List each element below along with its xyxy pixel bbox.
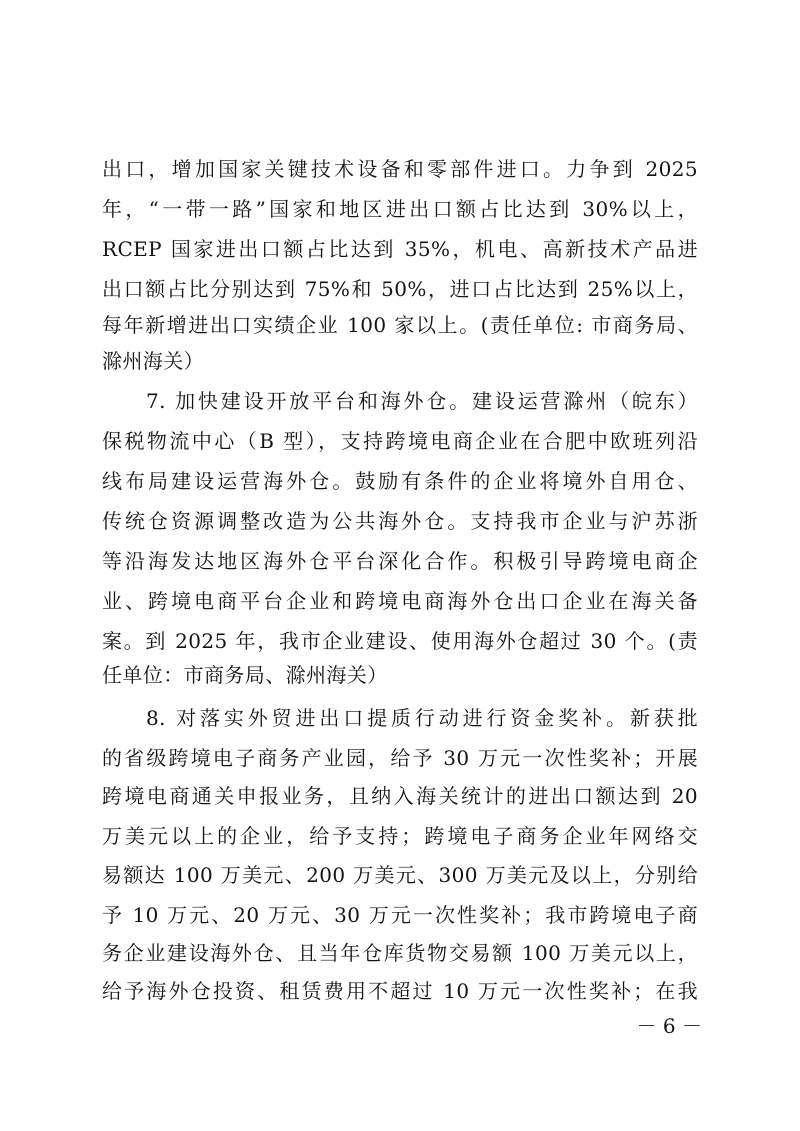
text-line: 出口，增加国家关键技术设备和零部件进口。力争到 2025 xyxy=(102,157,698,181)
text-line: 予 10 万元、20 万元、30 万元一次性奖补；我市跨境电子商 xyxy=(102,903,698,927)
text-line: 每年新增进出口实绩企业 100 家以上。(责任单位: 市商务局、 xyxy=(102,313,698,337)
section-heading-line: 8. 对落实外贸进出口提质行动进行资金奖补。新获批 xyxy=(146,706,698,730)
text-line: 滁州海关） xyxy=(102,349,204,373)
text-line: 案。到 2025 年，我市企业建设、使用海外仓超过 30 个。(责 xyxy=(102,629,698,653)
text-line: 的省级跨境电子商务产业园，给予 30 万元一次性奖补；开展 xyxy=(102,746,698,770)
text-line: 万美元以上的企业，给予支持；跨境电子商务企业年网络交 xyxy=(102,824,698,848)
text-line: 年，“一带一路”国家和地区进出口额占比达到 30%以上， xyxy=(102,197,698,221)
text-line: 传统仓资源调整改造为公共海外仓。支持我市企业与沪苏浙 xyxy=(102,509,698,533)
text-line: 给予海外仓投资、租赁费用不超过 10 万元一次性奖补；在我 xyxy=(102,979,698,1003)
page-number: － 6 － xyxy=(636,1014,702,1038)
text-line: 等沿海发达地区海外仓平台深化合作。积极引导跨境电商企 xyxy=(102,549,698,573)
text-line: 业、跨境电商平台企业和跨境电商海外仓出口企业在海关备 xyxy=(102,589,698,613)
text-line: 跨境电商通关申报业务，且纳入海关统计的进出口额达到 20 xyxy=(102,784,698,808)
section-heading-line: 7. 加快建设开放平台和海外仓。建设运营滁州（皖东） xyxy=(146,389,698,413)
text-line: 出口额占比分别达到 75%和 50%，进口占比达到 25%以上， xyxy=(102,277,698,301)
text-line: 保税物流中心（B 型），支持跨境电商企业在合肥中欧班列沿 xyxy=(102,429,698,453)
text-line: 任单位：市商务局、滁州海关） xyxy=(102,663,388,687)
text-line: RCEP 国家进出口额占比达到 35%，机电、高新技术产品进 xyxy=(102,237,698,261)
text-line: 线布局建设运营海外仓。鼓励有条件的企业将境外自用仓、 xyxy=(102,469,698,493)
text-line: 易额达 100 万美元、200 万美元、300 万美元及以上，分别给 xyxy=(102,863,698,887)
text-line: 务企业建设海外仓、且当年仓库货物交易额 100 万美元以上， xyxy=(102,941,698,965)
